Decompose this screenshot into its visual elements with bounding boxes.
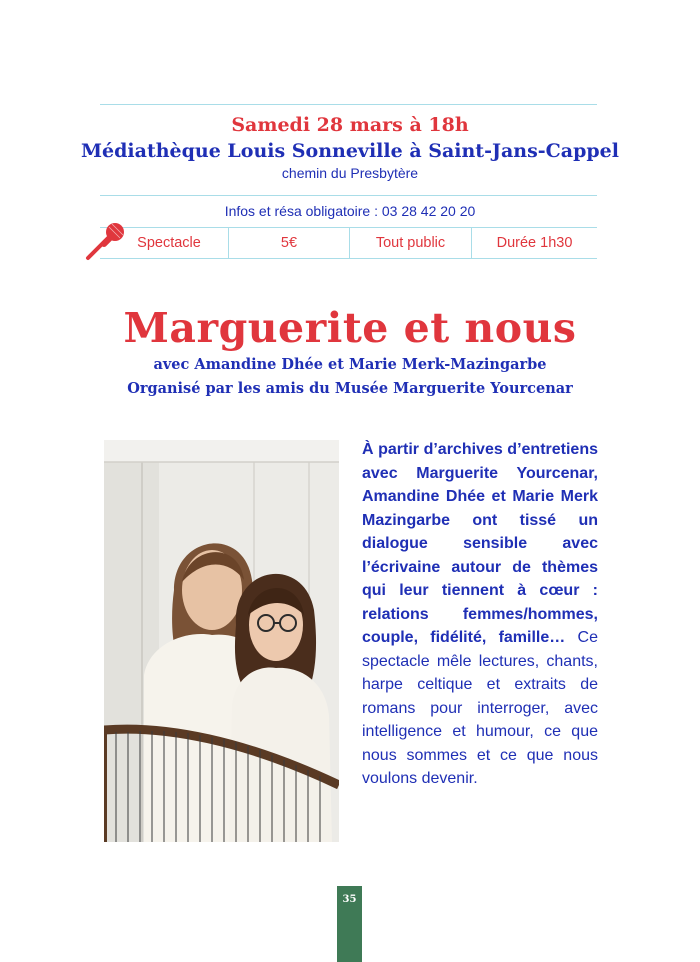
top-rule: [100, 104, 597, 105]
show-title: Marguerite et nous: [123, 304, 577, 352]
event-address: chemin du Presbytère: [281, 165, 419, 181]
detail-price: 5€: [280, 235, 298, 251]
detail-audience: Tout public: [375, 235, 446, 251]
table-bottom-rule: [100, 258, 597, 259]
page-number: 35: [342, 894, 357, 905]
event-venue: Médiathèque Louis Sonneville à Saint-Jans-Cappel: [81, 140, 619, 162]
booking-info: Infos et résa obligatoire : 03 28 42 20 20: [224, 203, 476, 219]
description-body: Ce spectacle mêle lectures, chants, harpe celtique et extraits de romans pour interroger, avec intelligence et humour, ce que nous sommes et ce que nous voulons devenir.: [362, 629, 598, 787]
show-description: [362, 438, 598, 791]
event-date: Samedi 28 mars à 18h: [231, 114, 469, 136]
detail-type: Spectacle: [137, 235, 201, 251]
show-performers: avec Amandine Dhée et Marie Merk-Mazingarbe: [153, 356, 547, 373]
description-intro: À partir d’archives d’entretiens avec Marguerite Yourcenar, Amandine Dhée et Marie Merk Mazingarbe ont tissé un dialogue sensible avec l’écrivaine autour de thèmes qui leur tiennent à cœur : relations femmes/hommes, couple, fidélité, famille…: [362, 441, 598, 646]
address-rule: [100, 195, 597, 196]
detail-duration: Durée 1h30: [496, 235, 573, 251]
show-organizer: Organisé par les amis du Musée Marguerite Yourcenar: [127, 380, 573, 397]
page-number-tab: [337, 886, 362, 962]
performers-photo: [104, 440, 339, 842]
